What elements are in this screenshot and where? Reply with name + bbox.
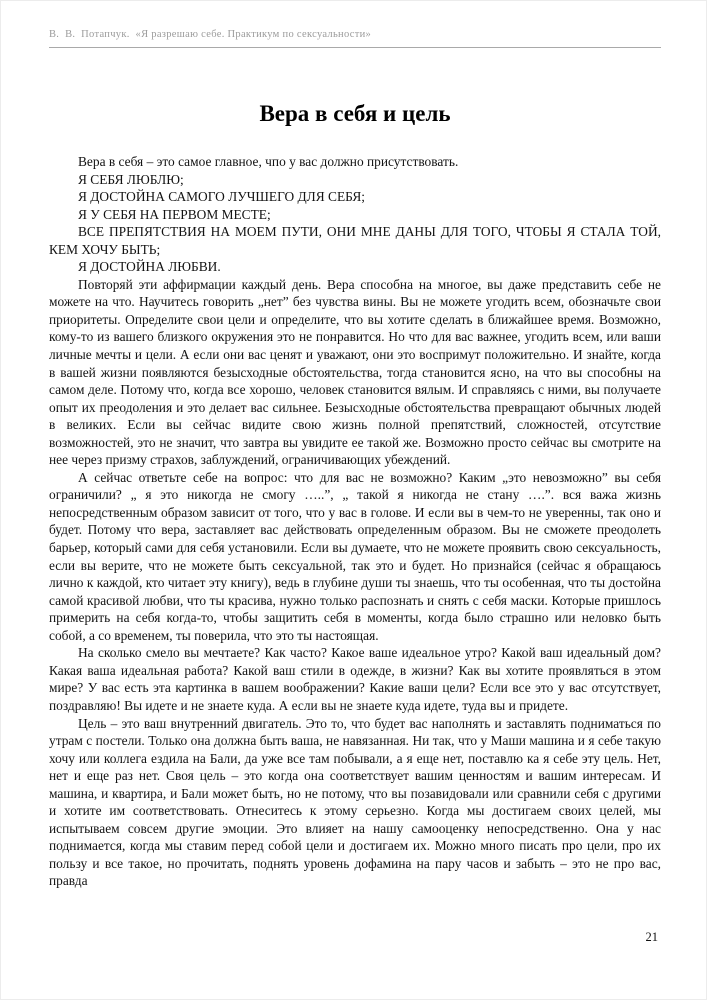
page-number: 21 <box>645 930 658 944</box>
paragraph: Я ДОСТОЙНА ЛЮБВИ. <box>78 259 221 275</box>
paragraph: Я ДОСТОЙНА САМОГО ЛУЧШЕГО ДЛЯ СЕБЯ; <box>78 189 366 205</box>
paragraph: ВСЕ ПРЕПЯТСТВИЯ НА МОЕМ ПУТИ, ОНИ МНЕ ДАНЫ ДЛЯ ТОГО, ЧТОБЫ Я СТАЛА ТОЙ, КЕМ ХОЧУ БЫТЬ; <box>49 224 661 257</box>
running-header: В. В. Потапчук. «Я разрешаю себе. Практикум по сексуальности» <box>49 29 661 48</box>
chapter-title: Вера в себя и цель <box>259 101 451 126</box>
paragraph: Цель – это ваш внутренний двигатель. Это то, что будет вас наполнять и заставлять подниматься по утрам с постели. Только она должна быть ваша, не навязанная. Ни так, что у Маши машина и я себе такую хочу или коллега ездила на Бали, да уже все там побывали, а я еще нет, поставлю ка я себе эту цель. Нет, нет и еще раз нет. Своя цель – это когда она соответствует вашим ценностям и вашим интересам. И машина, и квартира, и Бали может быть, но не потому, что вы позавидовали или сравнили себя с другими и хотите им соответствовать. Отнеситесь к этому серьезно. Когда мы достигаем своих целей, мы испытываем совсем другие эмоции. Это влияет на нашу самооценку непосредственно. Она у нас поднимается, когда мы ставим перед собой цели и достигаем их. Можно много писать про цели, про их пользу и все такое, но прочитать, поднять уровень дофамина на пару часов и забыть – это не про вас, правда <box>49 715 661 889</box>
paragraph: Я СЕБЯ ЛЮБЛЮ; <box>78 171 184 187</box>
paragraph: А сейчас ответьте себе на вопрос: что для вас не возможно? Каким „это невозможно” вы себя ограничили? „ я это никогда не смогу …..”, „ такой я никогда не стану ….”. вся важа жизнь непосредственным образом зависит от того, что у вас в голове. И если вы в чем-то не уверенны, так оно и будет. Потому что вера, заставляет вас действовать определенным образом. Вы не сможете преодолеть барьер, который сами для себя установили. Если вы думаете, что не можете проявить свою сексуальность, если вы верите, что не можете быть сексуальной, так это и будет. Но признайся (сейчас я обращаюсь лично к каждой, кто читает эту книгу), ведь в глубине души ты знаешь, что ты особенная, что ты достойна самой красивой любви, что ты красива, нужно только распознать и снять с себя маски. Которые пришлось примерить на себя когда-то, чтобы защитить себя в моменты, когда было страшно или неловко быть собой, а со временем, ты поверила, что это ты настоящая. <box>49 469 661 643</box>
paragraph: Вера в себя – это самое главное, чпо у вас должно присутствовать. <box>78 154 459 169</box>
paragraph: Повторяй эти аффирмации каждый день. Вера способна на многое, вы даже представить себе не можете на что. Научитесь говорить „нет” без чувства вины. Вы не можете угодить всем, обозначьте свои приоритеты. Определите свои цели и определите, что вы хотите сделать в ближайшее время. Возможно, кому-то из вашего близкого окружения это не понравится. Но что для вас важнее, угодить всем, или ваши личные мечты и цели. А если они вас ценят и уважают, они это воспримут положительно. И знайте, когда в вашей жизни появляются безысходные обстоятельства, тогда становится ясно, на что вы способны на самом деле. Потому что, когда все хорошо, человек становится вялым. И справляясь с ними, вы получаете опыт их преодоления и это делает вас сильнее. Безысходные обстоятельства превращают обычных людей в великих. Если вы сейчас видите свою жизнь полной препятствий, сложностей, отсутствие возможностей, это не значит, что завтра вы увидите ее такой же. Возможно просто сейчас вы смотрите на нее через призму страхов, заблуждений, ограничивающих убеждений. <box>49 276 661 468</box>
paragraph: На сколько смело вы мечтаете? Как часто? Какое ваше идеальное утро? Какой ваш идеальный дом? Какая ваша идеальная работа? Какой ваш стили в одежде, в жизни? Как вы хотите проявляться в этом мире? У вас есть эта картинка в вашем воображении? Какие ваши цели? Если все это у вас отсутствует, поздравляю! Вы идете и не знаете куда. А если вы не знаете куда идете, туда вы и придете. <box>49 645 661 713</box>
paragraph: Я У СЕБЯ НА ПЕРВОМ МЕСТЕ; <box>78 206 271 222</box>
body-text <box>49 153 661 890</box>
